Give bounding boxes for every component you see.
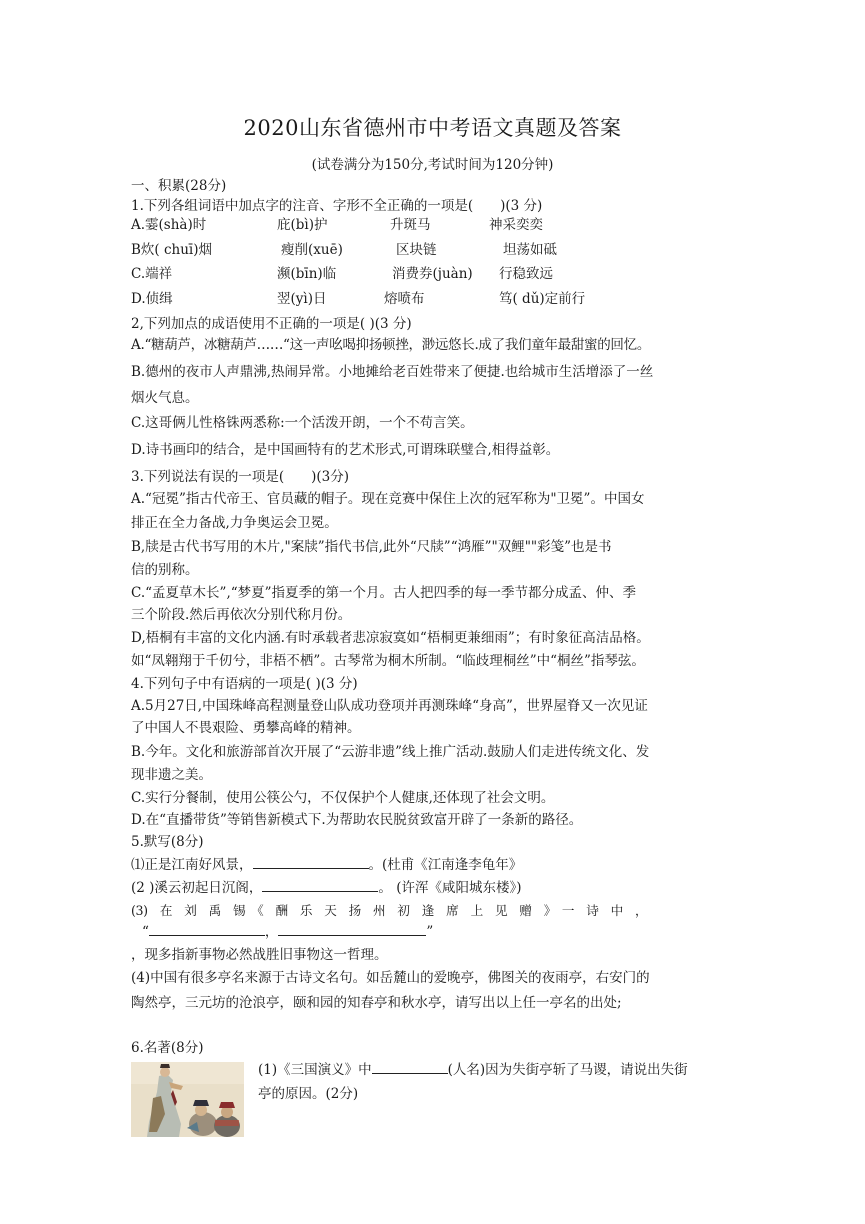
q4-line: 了中国人不畏艰险、勇攀高峰的精神。 — [131, 720, 361, 736]
q4-stem: 4.下列句子中有语病的一项是( )(3 分) — [131, 676, 358, 692]
q1-option: A.霎(shà)时 — [131, 217, 207, 233]
quote-comma: ， — [264, 924, 279, 940]
three-kingdoms-illustration — [131, 1062, 244, 1137]
q3-stem: 3.下列说法有误的一项是( )(3分) — [131, 469, 350, 485]
q1-option: 濒(bīn)临 — [277, 266, 337, 282]
q2-option-c: C.这哥俩儿性格铢两悉称:一个活泼开朗，一个不苟言笑。 — [131, 415, 474, 431]
q4-line: C.实行分餐制，使用公筷公勺，不仅保护个人健康,还体现了社会文明。 — [131, 790, 555, 806]
q3-line: B,牍是古代书写用的木片,"案牍”指代书信,此外“尺牍”“鸿雁”"双鲤""彩笺”也是书 — [131, 539, 612, 555]
q3-line: 排正在全力备战,力争奥运会卫冕。 — [131, 515, 338, 531]
q5-item-1-text: ⑴正是江南好风景， — [131, 857, 253, 873]
section-heading: 一、积累(28分) — [131, 178, 227, 194]
q5-item-2-text: (2 )溪云初起日沉阁， — [131, 880, 263, 896]
q1-option: 翌(yì)日 — [277, 291, 327, 307]
q1-option: 区块链 — [396, 242, 437, 258]
q4-line: A.5月27日,中国珠峰高程测量登山队成功登项并再测珠峰“身高”，世界屋脊又一次见证 — [131, 698, 648, 714]
q2-option-d: D.诗书画印的结合，是中国画特有的艺术形式,可谓珠联璧合,相得益彰。 — [131, 442, 560, 458]
q3-line: 如“凤翱翔于千仞兮，非梧不栖”。古琴常为桐木所制。“临歧理桐丝”中“桐丝”指琴弦。 — [131, 653, 645, 669]
q4-line: B.今年。文化和旅游部首次开展了“云游非遗”线上推广活动.鼓励人们走进传统文化、发 — [131, 744, 650, 760]
q1-option: B炊( chuī)烟 — [131, 242, 213, 258]
q6-item-1-cont: 亭的原因。(2分) — [258, 1086, 359, 1102]
q6-item-1-text-cont: (人名)因为失街亭斩了马谡，请说出失街 — [447, 1062, 688, 1078]
q1-option: 笃( dǔ)定前行 — [499, 291, 586, 307]
q5-item-4: (4)中国有很多亭名来源于古诗文名句。如岳麓山的爱晚亭，佛图关的夜雨亭，右安门的 — [131, 970, 650, 986]
q3-line: D,梧桐有丰富的文化内涵.有时承载者悲凉寂寞如“梧桐更兼细雨”；有时象征高洁品格。 — [131, 630, 650, 646]
q5-item-2-source: 。 (许浑《咸阳城东楼》) — [378, 880, 522, 896]
q1-option: 消费券(juàn) — [392, 266, 473, 282]
q2-option-a: A.“糖葫芦，冰糖葫芦……“这一声吆喝抑扬顿挫，渺远悠长.成了我们童年最甜蜜的回忆。 — [131, 337, 651, 353]
q5-item-1 — [131, 856, 737, 874]
exam-subtitle: (试卷满分为150分,考试时间为120分钟) — [311, 157, 554, 173]
quote-open: “ — [142, 924, 149, 940]
answer-blank[interactable] — [253, 856, 369, 869]
q1-option: 行稳致远 — [499, 266, 553, 282]
q1-option: D.侦缉 — [131, 291, 173, 307]
q5-item-2 — [131, 879, 737, 897]
q1-stem: 1.下列各组词语中加点字的注音、字形不全正确的一项是( )(3 分) — [131, 198, 543, 214]
q3-line: 信的别称。 — [131, 562, 199, 578]
q3-line: 三个阶段.然后再依次分别代称月份。 — [131, 607, 352, 623]
q5-item-4-cont: 陶然亭，三元坊的沧浪亭，颐和园的知春亭和秋水亭，请写出以上任一亭名的出处; — [131, 995, 622, 1011]
q1-option: 熔喷布 — [384, 291, 425, 307]
answer-blank[interactable] — [278, 923, 426, 936]
answer-blank[interactable] — [262, 879, 378, 892]
q4-line: D.在“直播带货”等销售新模式下.为帮助农民脱贫致富开辟了一条新的路径。 — [131, 812, 583, 828]
q2-option-b-cont: 烟火气息。 — [131, 390, 199, 406]
q5-item-3-blanks — [142, 923, 748, 941]
q6-item-1-text: (1)《三国演义》中 — [258, 1062, 372, 1078]
q5-item-3-tail: ，现多指新事物必然战胜旧事物这一哲理。 — [131, 947, 388, 963]
q6-stem: 6.名著(8分) — [131, 1040, 204, 1056]
q1-option: 神采奕奕 — [489, 217, 543, 233]
q1-option: 升斑马 — [390, 217, 431, 233]
illustration-art — [131, 1062, 244, 1137]
q1-option: 坦荡如砥 — [503, 242, 557, 258]
q6-item-1 — [258, 1061, 688, 1079]
q1-option: C.端祥 — [131, 266, 173, 282]
page-title: 2020山东省德州市中考语文真题及答案 — [243, 116, 622, 140]
q4-line: 现非遗之美。 — [131, 767, 212, 783]
answer-blank[interactable] — [149, 923, 265, 936]
q1-option: 瘦削(xuē) — [281, 242, 343, 258]
q5-stem: 5.默写(8分) — [131, 834, 204, 850]
q1-option: 庇(bì)护 — [277, 217, 328, 233]
q2-option-b: B.德州的夜市人声鼎沸,热闹异常。小地摊给老百姓带来了便捷.也给城市生活增添了一丝 — [131, 364, 654, 380]
q5-item-3: (3) 在 刘 禹 锡 《 酬 乐 天 扬 州 初 逢 席 上 见 赠 》 一 诗 中 ， — [131, 903, 648, 918]
answer-blank[interactable] — [372, 1061, 448, 1074]
quote-close: ” — [426, 924, 434, 940]
q2-stem: 2,下列加点的成语使用不正确的一项是( )(3 分) — [131, 316, 412, 332]
q3-line: A.“冠冕”指古代帝王、官员藏的帽子。现在竞赛中保住上次的冠军称为"卫冕”。中国女 — [131, 491, 645, 507]
q3-line: C.“孟夏草木长”,“梦夏”指夏季的第一个月。古人把四季的每一季节都分成孟、仲、季 — [131, 585, 637, 601]
q5-item-1-source: 。(杜甫《江南逢李龟年》 — [368, 857, 523, 873]
